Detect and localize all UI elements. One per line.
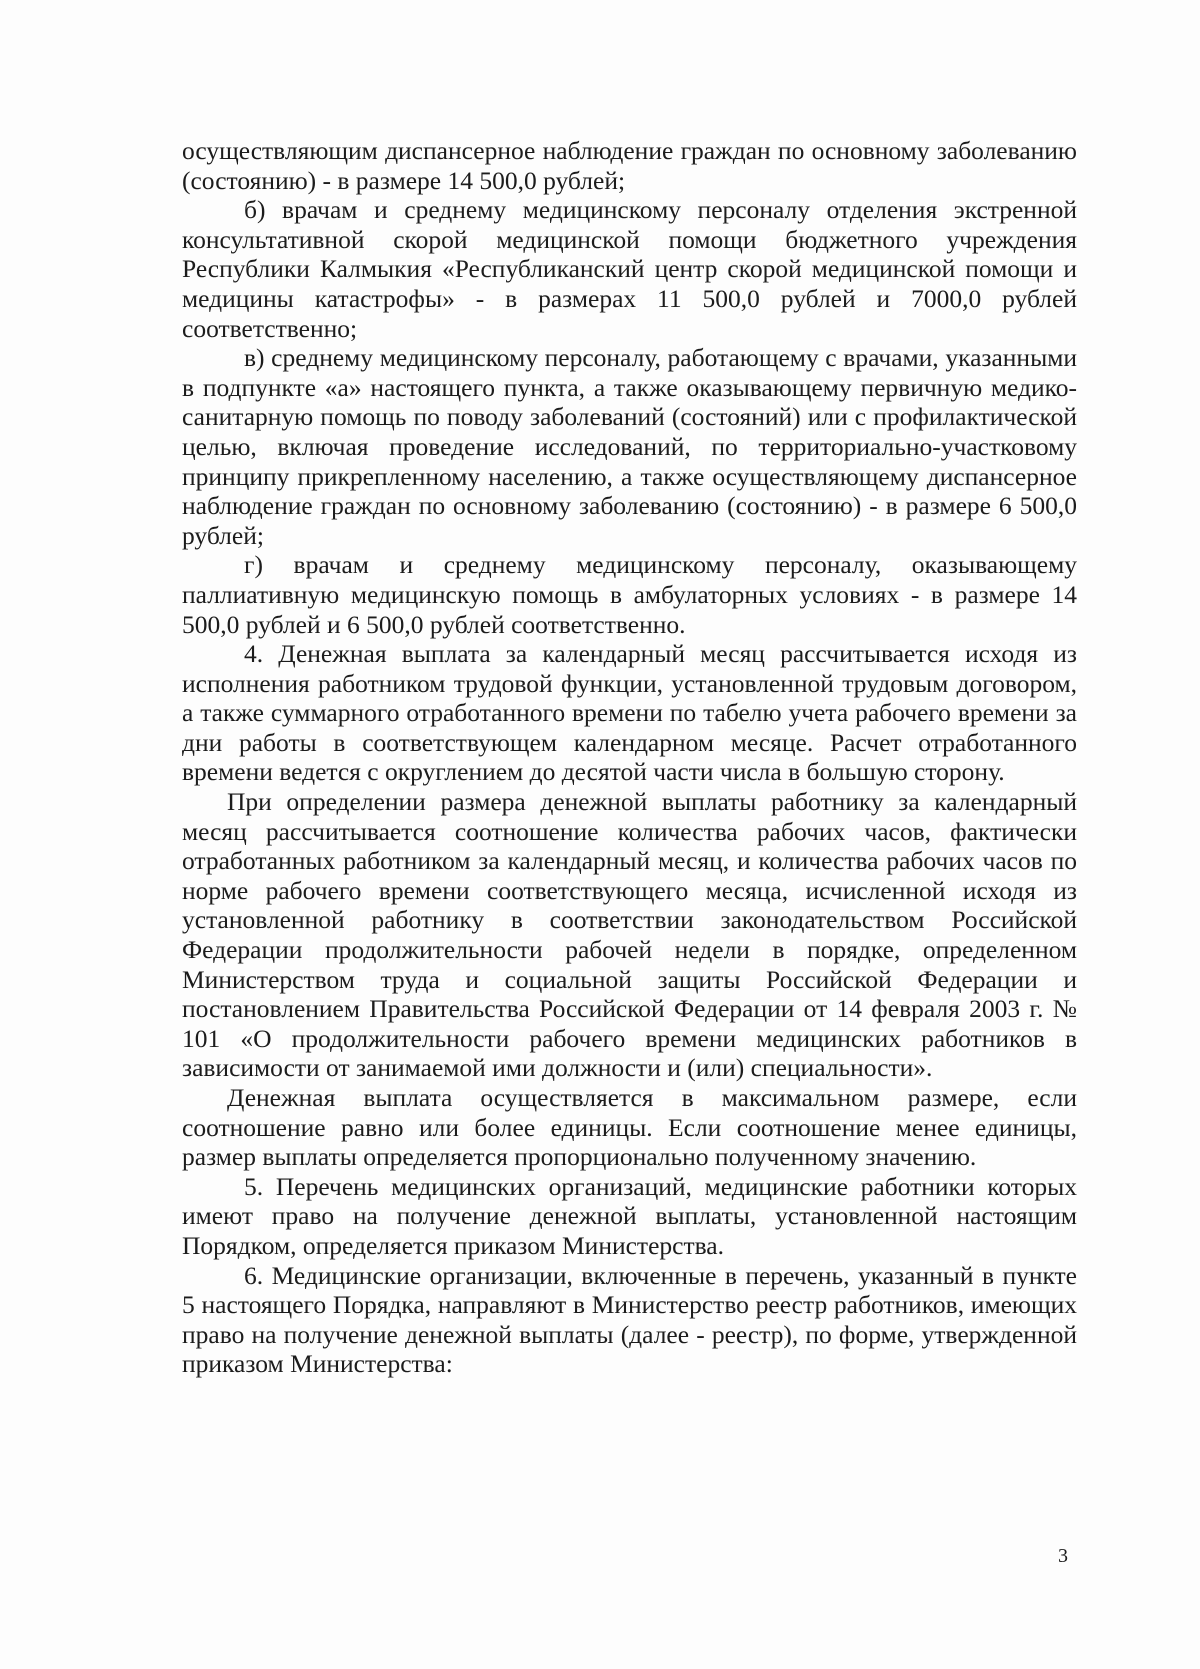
paragraph-clause-4: 4. Денежная выплата за календарный месяц рассчитывается исходя из исполнения работником трудовой функции, установленной трудовым договором, а также суммарного отработанного времени по табелю учета рабочего времени за дни работы в соответствующем календарном месяце. Расчет отработанного времени ведется с округлением до десятой части числа в большую сторону. (182, 639, 1077, 787)
paragraph-maximum-payment: Денежная выплата осуществляется в максимальном размере, если соотношение равно или более единицы. Если соотношение менее единицы, размер выплаты определяется пропорционально полученному значению. (182, 1083, 1077, 1172)
paragraph-item-g: г) врачам и среднему медицинскому персоналу, оказывающему паллиативную медицинскую помощь в амбулаторных условиях - в размере 14 500,0 рублей и 6 500,0 рублей соответственно. (182, 550, 1077, 639)
paragraph-item-v: в) среднему медицинскому персоналу, работающему с врачами, указанными в подпункте «а» настоящего пункта, а также оказывающему первичную медико-санитарную помощь по поводу заболеваний (состояний) или с профилактической целью, включая проведение исследований, по территориально-участковому принципу прикрепленному населению, а также осуществляющему диспансерное наблюдение граждан по основному заболеванию (состоянию) - в размере 6 500,0 рублей; (182, 343, 1077, 550)
paragraph-calculation: При определении размера денежной выплаты работнику за календарный месяц рассчитывается соотношение количества рабочих часов, фактически отработанных работником за календарный месяц, и количества рабочих часов по норме рабочего времени соответствующего месяца, исчисленной исходя из установленной работнику в соответствии законодательством Российской Федерации продолжительности рабочей недели в порядке, определенном Министерством труда и социальной защиты Российской Федерации и постановлением Правительства Российской Федерации от 14 февраля 2003 г. № 101 «О продолжительности рабочего времени медицинских работников в зависимости от занимаемой ими должности и (или) специальности». (182, 787, 1077, 1083)
paragraph-clause-6: 6. Медицинские организации, включенные в перечень, указанный в пункте 5 настоящего Порядка, направляют в Министерство реестр работников, имеющих право на получение денежной выплаты (далее - реестр), по форме, утвержденной приказом Министерства: (182, 1260, 1077, 1379)
paragraph-clause-5: 5. Перечень медицинских организаций, медицинские работники которых имеют право на получение денежной выплаты, установленной настоящим Порядком, определяется приказом Министерства. (182, 1171, 1077, 1260)
paragraph-continuation: осуществляющим диспансерное наблюдение граждан по основному заболеванию (состоянию) - в размере 14 500,0 рублей; (182, 136, 1077, 195)
paragraph-item-b: б) врачам и среднему медицинскому персоналу отделения экстренной консультативной скорой медицинской помощи бюджетного учреждения Республики Калмыкия «Республиканский центр скорой медицинской помощи и медицины катастрофы» - в размерах 11 500,0 рублей и 7000,0 рублей соответственно; (182, 195, 1077, 343)
document-body (182, 136, 1077, 1379)
page-number: 3 (1058, 1545, 1068, 1567)
